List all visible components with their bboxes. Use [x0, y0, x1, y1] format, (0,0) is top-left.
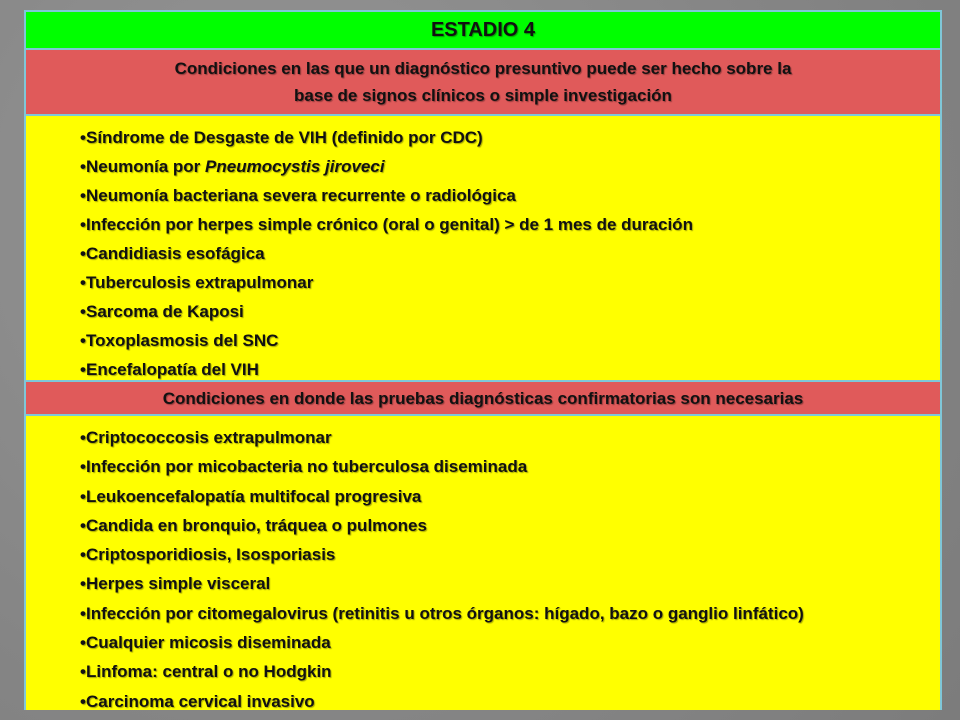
bullet-icon: •	[80, 662, 86, 682]
section1-list	[26, 116, 940, 382]
list-item: •Candida en bronquio, tráquea o pulmones	[80, 513, 940, 542]
bullet-icon: •	[80, 428, 86, 447]
list-item: •Síndrome de Desgaste de VIH (definido por CDC)	[80, 125, 940, 154]
bullet-icon: •	[80, 128, 86, 147]
bullet-icon: •	[80, 457, 86, 477]
list-item: •Infección por citomegalovirus (retinitis u otros órganos: hígado, bazo o ganglio linfático)	[80, 601, 940, 630]
bullet-icon: •	[80, 574, 86, 594]
italic-term: Pneumocystis jiroveci	[205, 157, 385, 176]
list-item: •Linfoma: central o no Hodgkin	[80, 659, 940, 688]
bullet-icon: •	[80, 545, 86, 565]
list-item: •Toxoplasmosis del SNC	[80, 328, 940, 357]
list-item: •Criptosporidiosis, Isosporiasis	[80, 542, 940, 571]
list-item: •Candidiasis esofágica	[80, 241, 940, 270]
list-item: •Sarcoma de Kaposi	[80, 299, 940, 328]
section1-header	[26, 50, 940, 116]
section1-header-line1: Condiciones en las que un diagnóstico presuntivo puede ser hecho sobre la	[174, 59, 792, 78]
list-item: •Encefalopatía del VIH	[80, 357, 940, 386]
list-item: •Carcinoma cervical invasivo	[80, 689, 940, 718]
bullet-icon: •	[80, 515, 86, 535]
bullet-icon: •	[80, 215, 86, 234]
list-item: •Infección por herpes simple crónico (oral o genital) > de 1 mes de duración	[80, 212, 940, 241]
list-item: •Cualquier micosis diseminada	[80, 630, 940, 659]
list-item: •Criptococcosis extrapulmonar	[80, 425, 940, 454]
section1-header-line2: base de signos clínicos o simple investigación	[294, 86, 672, 105]
bullet-icon: •	[80, 691, 86, 711]
list-item: •Leukoencefalopatía multifocal progresiva	[80, 484, 940, 513]
bullet-icon: •	[80, 486, 86, 506]
slide-title: ESTADIO 4	[26, 12, 940, 50]
bullet-icon: •	[80, 331, 86, 350]
bullet-icon: •	[80, 603, 86, 623]
section2-header: Condiciones en donde las pruebas diagnósticas confirmatorias son necesarias	[26, 382, 940, 416]
bullet-icon: •	[80, 633, 86, 653]
list-item: •Tuberculosis extrapulmonar	[80, 270, 940, 299]
bullet-icon: •	[80, 302, 86, 321]
list-item: •Neumonía bacteriana severa recurrente o radiológica	[80, 183, 940, 212]
bullet-icon: •	[80, 244, 86, 263]
bullet-icon: •	[80, 186, 86, 205]
bullet-icon: •	[80, 157, 86, 176]
bullet-icon: •	[80, 273, 86, 292]
slide	[24, 10, 942, 710]
list-item: •Neumonía por Pneumocystis jiroveci	[80, 154, 940, 183]
list-item: •Infección por micobacteria no tuberculosa diseminada	[80, 454, 940, 483]
bullet-icon: •	[80, 360, 86, 379]
list-item: •Herpes simple visceral	[80, 571, 940, 600]
section2-list	[26, 416, 940, 710]
